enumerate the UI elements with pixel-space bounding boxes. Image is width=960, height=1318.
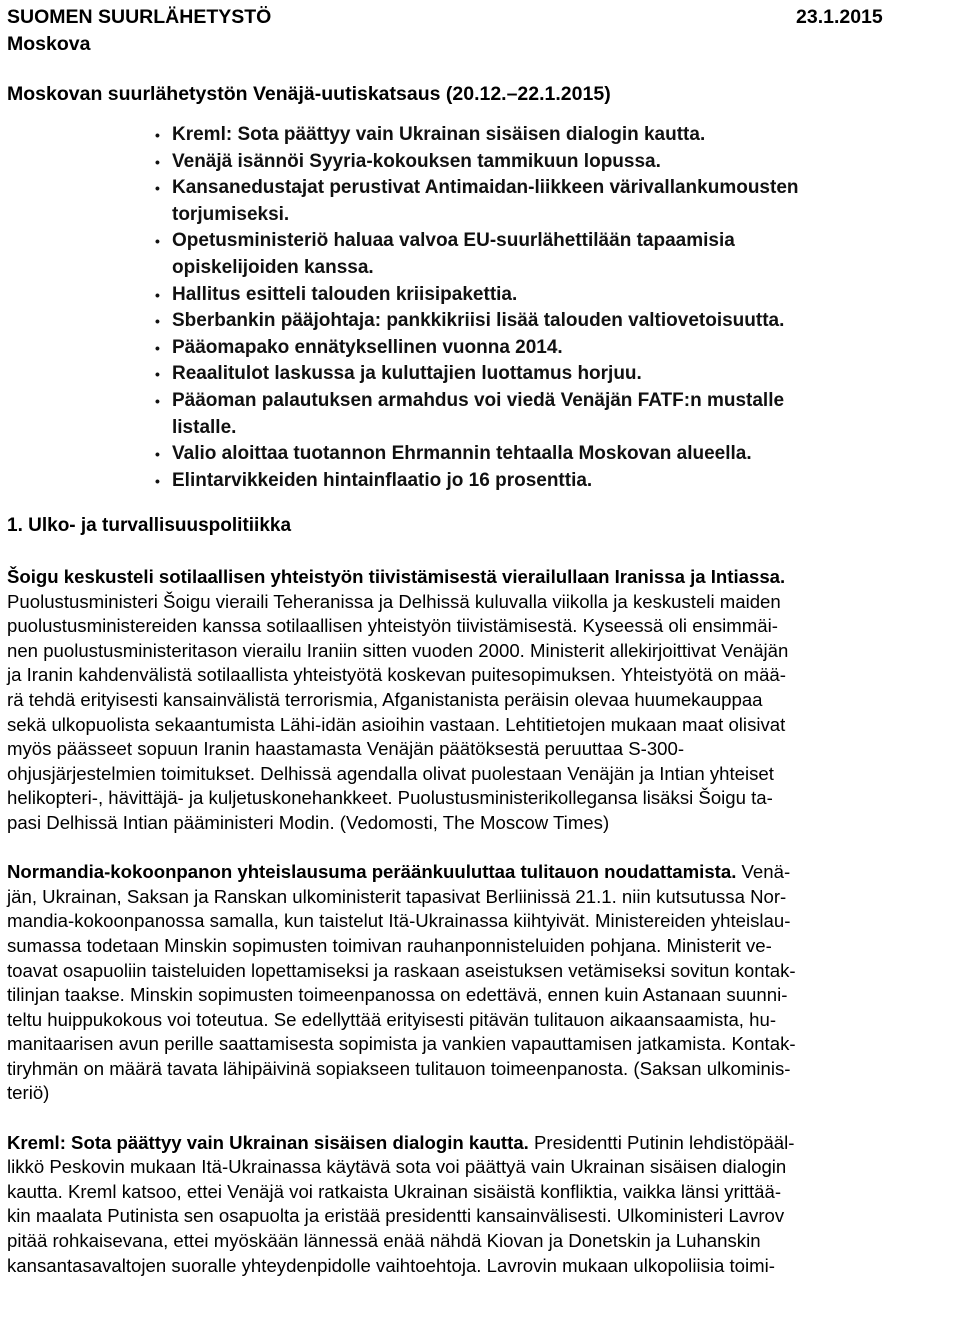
article-text: tiryhmän on määrä tavata lähipäivinä sopiakseen tulitauon toimeenpanosta. (Saksan ulkominis- bbox=[7, 1057, 791, 1079]
summary-item bbox=[153, 468, 953, 495]
article-text: Presidentti Putinin lehdistöpääl- bbox=[528, 1131, 795, 1153]
article-text: puolustusministereiden kanssa sotilaallisen yhteistyön tiivistämisestä. Kyseessä oli ensimmäi- bbox=[7, 615, 778, 637]
summary-item-text: torjumiseksi. bbox=[172, 203, 290, 225]
article bbox=[7, 860, 953, 1106]
article-text: tilinjan taakse. Minskin sopimusten toimeenpanossa on edettävä, ennen kuin Astanaan suunni- bbox=[7, 984, 788, 1006]
summary-item-text: Kansanedustajat perustivat Antimaidan-liikkeen värivallankumousten bbox=[172, 177, 799, 199]
article-text: manitaarisen avun perille saattamisesta sopimista ja vankien vapauttamisen jatkamista. Kontak- bbox=[7, 1033, 796, 1055]
summary-item-text: Venäjä isännöi Syyria-kokouksen tammikuun lopussa. bbox=[172, 150, 661, 172]
article-text: pasi Delhissä Intian pääministeri Modin. (Vedomosti, The Moscow Times) bbox=[7, 811, 610, 833]
bullet-icon: • bbox=[155, 286, 160, 303]
article bbox=[7, 565, 953, 836]
article-text: Puolustusministeri Šoigu vieraili Teheranissa ja Delhissä kuluvalla viikolla ja keskusteli maiden bbox=[7, 590, 781, 612]
bullet-icon: • bbox=[155, 313, 160, 330]
section-heading: 1. Ulko- ja turvallisuuspolitiikka bbox=[7, 515, 292, 536]
summary-item-text: Pääomapako ennätyksellinen vuonna 2014. bbox=[172, 336, 563, 358]
document-date: 23.1.2015 bbox=[796, 6, 883, 28]
article-text: likkö Peskovin mukaan Itä-Ukrainassa käytävä sota voi päättyä vain Ukrainan sisäisen dialogin bbox=[7, 1156, 787, 1178]
article-text: kansantasavaltojen suoralle yhteydenpidolle vaihtoehtoja. Lavrovin mukaan ulkopoliisia toimi- bbox=[7, 1254, 775, 1276]
article bbox=[7, 1131, 953, 1279]
embassy-name: SUOMEN SUURLÄHETYSTÖ bbox=[7, 6, 272, 28]
summary-item bbox=[153, 308, 953, 335]
article-text: sumassa todetaan Minskin sopimusten toimivan rauhanponnisteluiden pohjana. Ministerit ve- bbox=[7, 934, 772, 956]
document-title: Moskovan suurlähetystön Venäjä-uutiskatsaus (20.12.–22.1.2015) bbox=[7, 83, 611, 105]
article-headline: Kreml: Sota päättyy vain Ukrainan sisäisen dialogin kautta. bbox=[7, 1131, 529, 1153]
summary-item-text: Hallitus esitteli talouden kriisipakettia. bbox=[172, 283, 518, 305]
article-headline: Šoigu keskusteli sotilaallisen yhteistyön tiivistämisestä vierailullaan Iranissa ja Intiassa. bbox=[7, 566, 786, 587]
summary-item-text: Valio aloittaa tuotannon Ehrmannin tehtaalla Moskovan alueella. bbox=[172, 443, 752, 465]
bullet-icon: • bbox=[155, 153, 160, 170]
article-text: nen puolustusministeritason vierailu Iraniin sitten vuoden 2000. Ministerit allekirjoittivat Venäjän bbox=[7, 639, 789, 661]
article-text: Venä- bbox=[736, 861, 791, 883]
summary-item bbox=[153, 175, 953, 228]
article-text: rä tehdä erityisesti kansainvälistä terrorismia, Afganistanista peräisin olevaa huumekauppaa bbox=[7, 688, 763, 710]
article-body bbox=[7, 565, 953, 1303]
summary-item-text: Sberbankin pääjohtaja: pankkikriisi lisää talouden valtiovetoisuutta. bbox=[172, 310, 785, 332]
embassy-city: Moskova bbox=[7, 33, 91, 55]
bullet-icon: • bbox=[155, 446, 160, 463]
summary-item bbox=[153, 335, 953, 362]
article-text: sekä ulkopuolista sekaantumista Lähi-idän asioihin vastaan. Lehtitietojen mukaan maat olisivat bbox=[7, 713, 786, 735]
article-text: helikopteri-, hävittäjä- ja kuljetuskonehankkeet. Puolustusministerikollegansa lisäksi Šoigu ta- bbox=[7, 787, 773, 809]
summary-item-text: Opetusministeriö haluaa valvoa EU-suurlähettilään tapaamisia bbox=[172, 230, 735, 252]
summary-item bbox=[153, 149, 953, 176]
article-headline: Normandia-kokoonpanon yhteislausuma peräänkuuluttaa tulitauon noudattamista. bbox=[7, 861, 737, 883]
bullet-icon: • bbox=[155, 472, 160, 489]
bullet-icon: • bbox=[155, 392, 160, 409]
article-text: teltu huippukokous voi toteutua. Se edellyttää erityisesti pitävän tulitauon aikaansaamista, hu- bbox=[7, 1008, 777, 1030]
bullet-icon: • bbox=[155, 180, 160, 197]
summary-item-text: Elintarvikkeiden hintainflaatio jo 16 prosenttia. bbox=[172, 469, 593, 491]
bullet-icon: • bbox=[155, 127, 160, 143]
summary-item bbox=[153, 388, 953, 441]
summary-item-text: opiskelijoiden kanssa. bbox=[172, 256, 374, 278]
article-text: kin maalata Putinista sen osapuolta ja eristää presidentti kansainvälisesti. Ulkoministeri Lavrov bbox=[7, 1205, 785, 1227]
article-text: jän, Ukrainan, Saksan ja Ranskan ulkoministerit tapasivat Berliinissä 21.1. niin kutsutussa Nor- bbox=[7, 885, 787, 907]
article-text: pitää rohkaisevana, ettei myöskään lännessä enää nähdä Kiovan ja Donetskin ja Luhanskin bbox=[7, 1230, 761, 1252]
article-text: myös päässeet sopuun Iranin haastamasta Venäjän päätöksestä peruuttaa S-300- bbox=[7, 738, 685, 760]
article-text: toavat osapuoliin taisteluiden lopettamiseksi ja raskaan aseistuksen vetämiseksi sovitun kontak- bbox=[7, 959, 796, 981]
summary-item bbox=[153, 122, 953, 149]
summary-item bbox=[153, 282, 953, 309]
article-text: kautta. Kreml katsoo, ettei Venäjä voi ratkaista Ukrainan sisäistä konfliktia, vaikka länsi yrittää- bbox=[7, 1180, 782, 1202]
bullet-icon: • bbox=[155, 233, 160, 250]
summary-item-text: listalle. bbox=[172, 416, 237, 438]
bullet-icon: • bbox=[155, 366, 160, 383]
summary-list bbox=[153, 122, 953, 494]
summary-item bbox=[153, 441, 953, 468]
article-text: ohjusjärjestelmien toimitukset. Delhissä agendalla olivat puolestaan Venäjän ja Intian yhteiset bbox=[7, 762, 774, 784]
article-text: teriö) bbox=[7, 1082, 50, 1104]
article-text: ja Iranin kahdenvälistä sotilaallista yhteistyötä koskevan puitesopimuksen. Yhteistyötä on mää- bbox=[7, 664, 786, 686]
summary-item bbox=[153, 361, 953, 388]
summary-item-text: Reaalitulot laskussa ja kuluttajien luottamus horjuu. bbox=[172, 363, 642, 385]
summary-item-text: Pääoman palautuksen armahdus voi viedä Venäjän FATF:n mustalle bbox=[172, 389, 785, 411]
summary-item bbox=[153, 228, 953, 281]
article-text: mandia-kokoonpanossa samalla, kun taistelut Itä-Ukrainassa kiihtyivät. Ministereiden yhteislau- bbox=[7, 910, 791, 932]
bullet-icon: • bbox=[155, 339, 160, 356]
summary-item-text: Kreml: Sota päättyy vain Ukrainan sisäisen dialogin kautta. bbox=[172, 124, 706, 145]
